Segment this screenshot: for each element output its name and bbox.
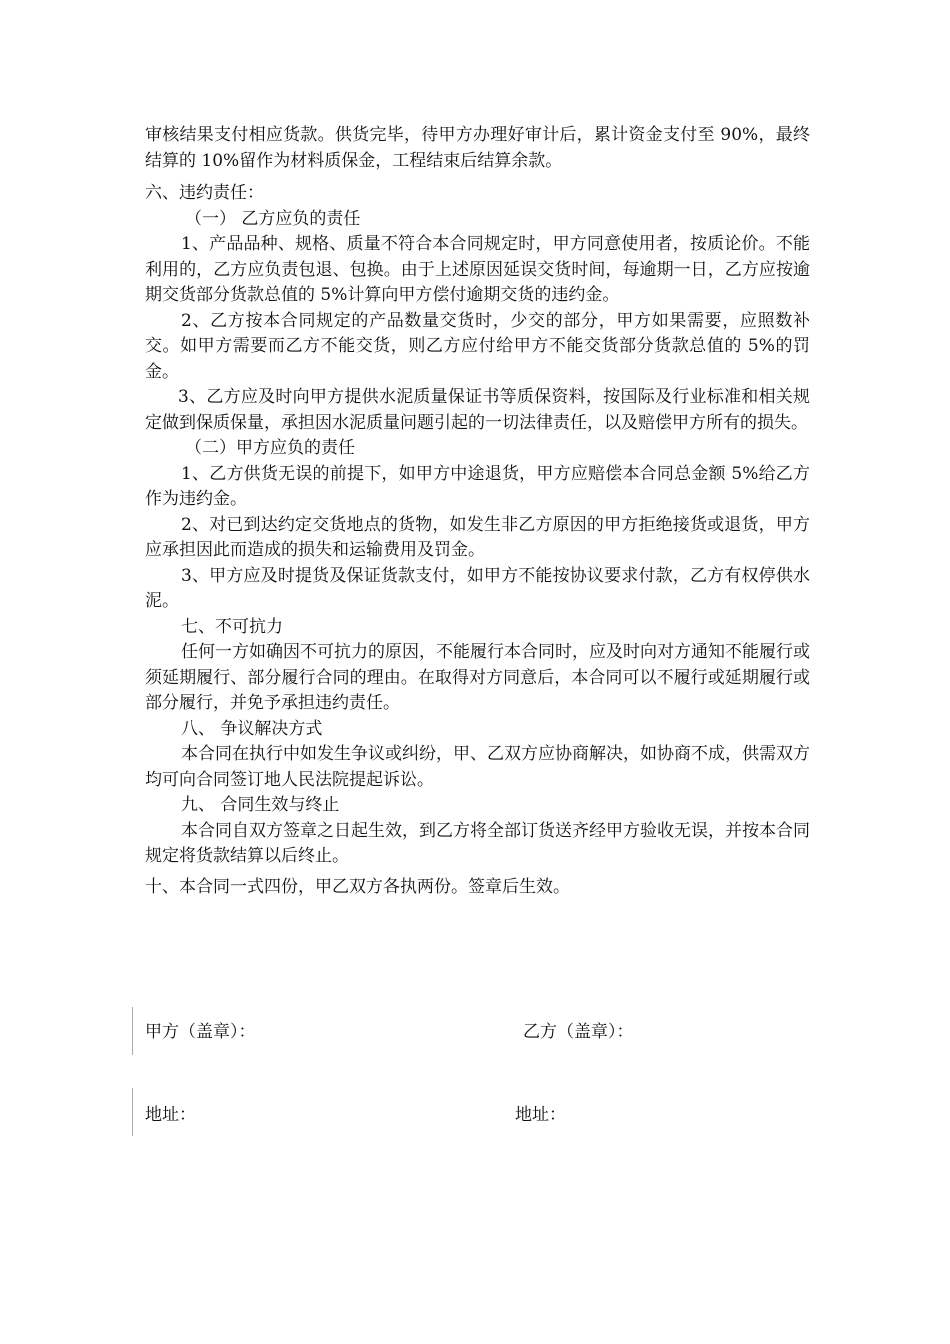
dispute-clause: 本合同在执行中如发生争议或纠纷，甲、乙双方应协商解决，如协商不成，供需双方均可向合同签订地人民法院提起诉讼。 [145,744,810,790]
contract-body [145,123,810,900]
subheading-party-b-liability: （一） 乙方应负的责任 [185,208,361,229]
section-heading-dispute: 八、 争议解决方式 [181,718,323,739]
party-a-clause-2: 2、对已到达约定交货地点的货物，如发生非乙方原因的甲方拒绝接货或退货，甲方应承担因此而造成的损失和运输费用及罚金。 [145,514,810,560]
party-b-seal-label: 乙方（盖章）： [523,1022,634,1042]
effect-clause: 本合同自双方签章之日起生效，到乙方将全部订货送齐经甲方验收无误，并按本合同规定将货款结算以后终止。 [145,820,810,866]
subheading-party-a-liability: （二）甲方应负的责任 [185,438,355,458]
section-copies-clause: 十、本合同一式四份，甲乙双方各执两份。签章后生效。 [145,876,570,897]
party-b-clause-1: 1、产品品种、规格、质量不符合本合同规定时，甲方同意使用者，按质论价。不能利用的，乙方应负责包退、包换。由于上述原因延误交货时间，每逾期一日，乙方应按逾期交货部分货款总值的 5%计算向甲方偿付逾期交货的违约金。 [145,234,810,305]
party-b-clause-3: 3、乙方应及时向甲方提供水泥质量保证书等质保资料，按国际及行业标准和相关规定做到保质保量，承担因水泥质量问题引起的一切法律责任，以及赔偿甲方所有的损失。 [145,387,810,433]
party-a-seal-label: 甲方（盖章）： [145,1022,256,1042]
party-b-clause-2: 2、乙方按本合同规定的产品数量交货时，少交的部分，甲方如果需要，应照数补交。如甲方需要而乙方不能交货，则乙方应付给甲方不能交货部分货款总值的 5%的罚金。 [145,310,810,382]
section-heading-effect: 九、 合同生效与终止 [181,795,340,815]
signature-divider-bottom [132,1088,133,1136]
party-a-address-label: 地址： [145,1105,196,1125]
party-a-clause-3: 3、甲方应及时提货及保证货款支付，如甲方不能按协议要求付款，乙方有权停供水泥。 [145,565,810,611]
section-heading-force-majeure: 七、不可抗力 [181,616,283,637]
party-b-address-label: 地址： [515,1105,566,1125]
party-a-clause-1: 1、乙方供货无误的前提下，如甲方中途退货，甲方应赔偿本合同总金额 5%给乙方作为违约金。 [145,463,810,509]
section-heading-breach: 六、违约责任： [145,183,264,203]
force-majeure-clause: 任何一方如确因不可抗力的原因，不能履行本合同时，应及时向对方通知不能履行或须延期履行、部分履行合同的理由。在取得对方同意后，本合同可以不履行或延期履行或部分履行，并免予承担违约责任。 [145,642,810,713]
payment-clause-continuation: 审核结果支付相应货款。供货完毕，待甲方办理好审计后，累计资金支付至 90%，最终结算的 10%留作为材料质保金，工程结束后结算余款。 [145,125,810,171]
signature-divider-top [132,1007,133,1055]
